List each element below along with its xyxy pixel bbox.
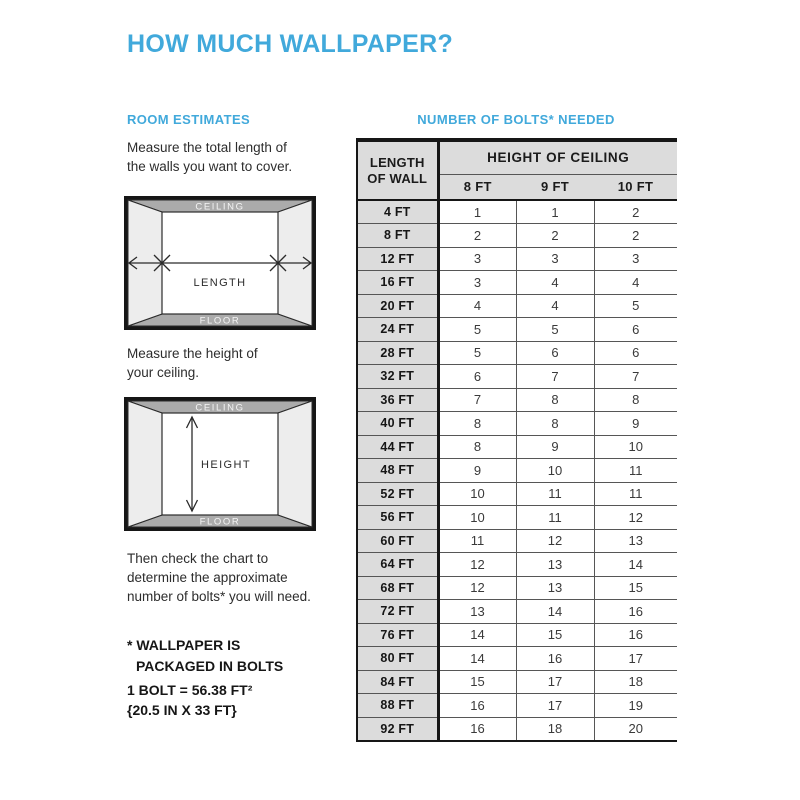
table-row: [357, 576, 677, 600]
ceiling-label: CEILING: [195, 201, 245, 213]
bolt-count-cell: 5: [438, 341, 516, 365]
step3-instructions: [127, 549, 311, 606]
table-row: [357, 247, 677, 271]
bolt-count-cell: 15: [438, 670, 516, 694]
bolt-count-cell: 7: [516, 365, 594, 389]
bolt-count-cell: 4: [594, 271, 677, 295]
bolt-count-cell: 5: [438, 318, 516, 342]
wall-length-cell: 24 FT: [357, 318, 438, 342]
bolt-count-cell: 9: [516, 435, 594, 459]
ceiling-height-header: HEIGHT OF CEILING: [438, 140, 677, 174]
wall-length-cell: 84 FT: [357, 670, 438, 694]
bolt-count-cell: 9: [438, 459, 516, 483]
bolt-count-cell: 20: [594, 717, 677, 741]
wall-header-line2: OF WALL: [367, 170, 428, 186]
col-header-9ft: 9 FT: [516, 174, 594, 200]
wall-length-cell: 36 FT: [357, 388, 438, 412]
bolt-count-cell: 18: [594, 670, 677, 694]
wall-length-cell: 8 FT: [357, 224, 438, 248]
table-row: [357, 694, 677, 718]
bolt-count-cell: 15: [516, 623, 594, 647]
table-header-row-1: [357, 140, 677, 174]
step2-line2: your ceiling.: [127, 365, 200, 380]
bolt-count-cell: 6: [516, 341, 594, 365]
col-header-10ft: 10 FT: [594, 174, 677, 200]
wallpaper-bolts-footnote: [127, 635, 283, 677]
bolt-count-cell: 10: [516, 459, 594, 483]
bolt-count-cell: 6: [594, 341, 677, 365]
table-row: [357, 224, 677, 248]
table-row: [357, 271, 677, 295]
wall-length-cell: 76 FT: [357, 623, 438, 647]
wall-length-cell: 4 FT: [357, 200, 438, 224]
bolt-count-cell: 4: [438, 294, 516, 318]
step3-line1: Then check the chart to: [127, 551, 269, 566]
bolt-count-cell: 12: [594, 506, 677, 530]
length-label: LENGTH: [193, 277, 247, 289]
bolt-count-cell: 3: [594, 247, 677, 271]
bolt-size-line1: 1 BOLT = 56.38 FT²: [127, 682, 253, 698]
page-title: HOW MUCH WALLPAPER?: [127, 30, 454, 58]
bolt-count-cell: 1: [516, 200, 594, 224]
wall-length-cell: 88 FT: [357, 694, 438, 718]
bolt-count-cell: 18: [516, 717, 594, 741]
wall-length-cell: 92 FT: [357, 717, 438, 741]
bolt-count-cell: 6: [438, 365, 516, 389]
left-wall: [128, 401, 162, 527]
wall-header-line1: LENGTH: [369, 154, 425, 170]
bolt-count-cell: 14: [438, 647, 516, 671]
bolt-count-cell: 11: [594, 482, 677, 506]
table-row: [357, 200, 677, 224]
step2-instructions: [127, 344, 258, 382]
height-diagram: [124, 397, 316, 531]
step1-instructions: [127, 138, 292, 176]
col-header-8ft: 8 FT: [438, 174, 516, 200]
step1-line2: the walls you want to cover.: [127, 159, 293, 174]
bolt-count-cell: 4: [516, 271, 594, 295]
bolt-count-cell: 5: [594, 294, 677, 318]
bolt-count-cell: 13: [438, 600, 516, 624]
wall-length-cell: 12 FT: [357, 247, 438, 271]
bolt-count-cell: 14: [516, 600, 594, 624]
bolt-count-cell: 13: [594, 529, 677, 553]
table-row: [357, 482, 677, 506]
bolt-count-cell: 4: [516, 294, 594, 318]
bolt-size-line2: {20.5 IN X 33 FT}: [127, 702, 237, 718]
bolt-count-cell: 11: [516, 482, 594, 506]
bolt-count-cell: 7: [438, 388, 516, 412]
table-row: [357, 553, 677, 577]
bolt-count-cell: 11: [594, 459, 677, 483]
bolt-count-cell: 14: [438, 623, 516, 647]
bolt-count-cell: 17: [594, 647, 677, 671]
wall-length-cell: 48 FT: [357, 459, 438, 483]
bolt-size-info: [127, 680, 252, 720]
step2-line1: Measure the height of: [127, 346, 258, 361]
wall-length-cell: 52 FT: [357, 482, 438, 506]
bolt-count-cell: 11: [438, 529, 516, 553]
wall-length-cell: 60 FT: [357, 529, 438, 553]
bolt-count-cell: 16: [516, 647, 594, 671]
table-row: [357, 341, 677, 365]
bolt-count-cell: 7: [594, 365, 677, 389]
bolt-count-cell: 15: [594, 576, 677, 600]
bolt-count-cell: 9: [594, 412, 677, 436]
table-row: [357, 717, 677, 741]
bolts-needed-heading: NUMBER OF BOLTS* NEEDED: [417, 112, 615, 127]
footnote-line1: * WALLPAPER IS: [127, 637, 241, 653]
wall-length-header: [357, 140, 438, 200]
bolt-count-cell: 2: [438, 224, 516, 248]
length-diagram: [124, 196, 316, 330]
bolt-count-cell: 5: [516, 318, 594, 342]
step3-line2: determine the approximate: [127, 570, 288, 585]
footnote-line2: PACKAGED IN BOLTS: [136, 658, 284, 674]
wall-length-cell: 80 FT: [357, 647, 438, 671]
bolt-count-cell: 2: [516, 224, 594, 248]
bolt-count-cell: 2: [594, 224, 677, 248]
table-row: [357, 388, 677, 412]
wall-length-cell: 32 FT: [357, 365, 438, 389]
bolt-count-cell: 17: [516, 694, 594, 718]
table-row: [357, 412, 677, 436]
table-row: [357, 318, 677, 342]
table-row: [357, 435, 677, 459]
floor-label: FLOOR: [199, 516, 241, 528]
bolts-table: [356, 138, 677, 742]
bolt-count-cell: 13: [516, 553, 594, 577]
bolt-count-cell: 8: [594, 388, 677, 412]
table-row: [357, 670, 677, 694]
bolt-count-cell: 8: [438, 412, 516, 436]
step3-line3: number of bolts* you will need.: [127, 589, 311, 604]
bolt-count-cell: 3: [516, 247, 594, 271]
wall-length-cell: 72 FT: [357, 600, 438, 624]
bolt-count-cell: 1: [438, 200, 516, 224]
table-row: [357, 623, 677, 647]
room-estimates-heading: ROOM ESTIMATES: [127, 112, 251, 127]
right-wall: [278, 401, 312, 527]
ceiling-label: CEILING: [195, 402, 245, 414]
bolt-count-cell: 12: [516, 529, 594, 553]
bolt-count-cell: 13: [516, 576, 594, 600]
bolt-count-cell: 17: [516, 670, 594, 694]
bolts-table-body: [357, 200, 677, 741]
table-row: [357, 365, 677, 389]
wall-length-cell: 28 FT: [357, 341, 438, 365]
bolt-count-cell: 6: [594, 318, 677, 342]
bolt-count-cell: 11: [516, 506, 594, 530]
bolt-count-cell: 3: [438, 271, 516, 295]
step1-line1: Measure the total length of: [127, 140, 287, 155]
wall-length-cell: 68 FT: [357, 576, 438, 600]
table-row: [357, 600, 677, 624]
bolt-count-cell: 16: [438, 694, 516, 718]
wall-length-cell: 40 FT: [357, 412, 438, 436]
bolt-count-cell: 16: [594, 600, 677, 624]
wall-length-cell: 20 FT: [357, 294, 438, 318]
wall-length-cell: 64 FT: [357, 553, 438, 577]
bolt-count-cell: 8: [516, 412, 594, 436]
floor-label: FLOOR: [199, 315, 241, 327]
height-label: HEIGHT: [201, 459, 251, 471]
bolt-count-cell: 8: [516, 388, 594, 412]
table-row: [357, 294, 677, 318]
bolt-count-cell: 12: [438, 576, 516, 600]
bolt-count-cell: 14: [594, 553, 677, 577]
wall-length-cell: 56 FT: [357, 506, 438, 530]
bolt-count-cell: 12: [438, 553, 516, 577]
bolt-count-cell: 10: [594, 435, 677, 459]
table-row: [357, 459, 677, 483]
bolt-count-cell: 10: [438, 506, 516, 530]
bolt-count-cell: 10: [438, 482, 516, 506]
bolt-count-cell: 2: [594, 200, 677, 224]
bolt-count-cell: 16: [438, 717, 516, 741]
table-row: [357, 529, 677, 553]
bolt-count-cell: 16: [594, 623, 677, 647]
bolt-count-cell: 19: [594, 694, 677, 718]
wall-length-cell: 44 FT: [357, 435, 438, 459]
table-row: [357, 647, 677, 671]
table-row: [357, 506, 677, 530]
bolt-count-cell: 8: [438, 435, 516, 459]
wall-length-cell: 16 FT: [357, 271, 438, 295]
bolt-count-cell: 3: [438, 247, 516, 271]
